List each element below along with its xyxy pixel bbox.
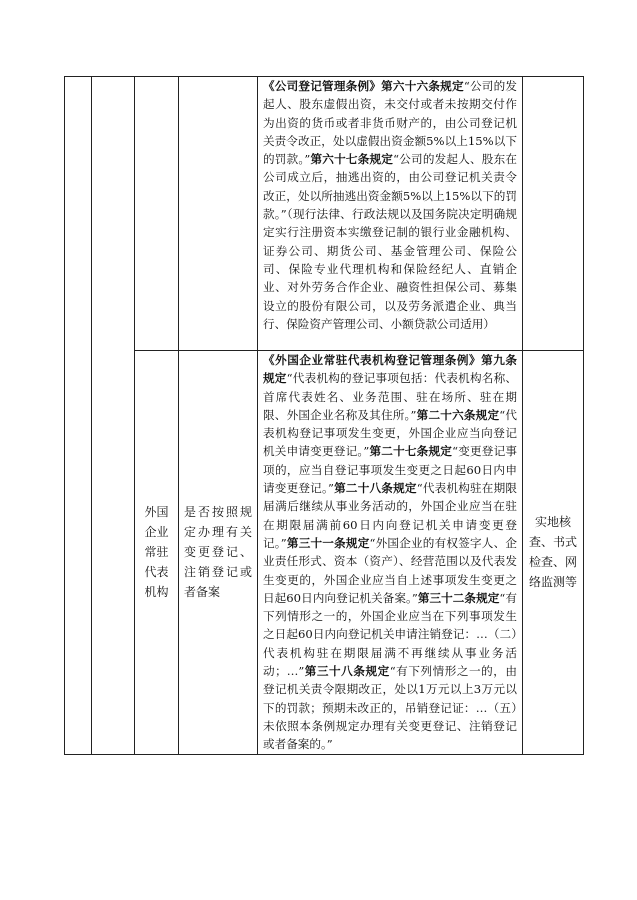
law-segment: “公司的发起人、股东虚假出资，未交付或者未按期交付作为出资的货币或者非货币财产的，由公司登记机关责令改正，处以虚假出资金额5%以上15%以下的罚款。”	[263, 79, 517, 167]
law-segment: “代表机构登记事项发生变更，外国企业应当向登记机关申请变更登记。”	[263, 407, 517, 459]
cell-empty-col6	[523, 77, 584, 351]
table-row	[65, 351, 584, 755]
law-segment: 第二十八条规定	[333, 481, 417, 496]
cell-empty-col3	[135, 77, 179, 351]
law-segment: “代表机构的登记事项包括：代表机构名称、首席代表姓名、业务范围、驻在场所、驻在期限、外国企业名称及其住所。”	[263, 371, 517, 422]
law-segment: 第三十二条规定	[417, 590, 500, 605]
law-segment: “有下列情形之一的，由登记机关责令限期改正，处以1万元以上3万元以下的罚款；预期未改正的，吊销登记证：…（五）未依照本条例规定办理有关变更登记、注销登记或者备案的。”	[263, 664, 517, 752]
inspection-table	[64, 76, 584, 755]
law-segment: 第三十八条规定	[304, 664, 390, 679]
law-segment: 《公司登记管理条例》第六十六条规定	[263, 79, 464, 93]
cell-empty-col4	[179, 77, 258, 351]
org-type-cell: 外国企业常驻代表机构	[135, 351, 179, 755]
law-segment: 第二十七条规定	[369, 444, 453, 459]
law-cell-company-registration	[258, 77, 523, 351]
cell-empty-col2	[92, 77, 135, 755]
law-segment: 《外国企业常驻代表机构登记管理条例》第九条规定	[263, 353, 517, 386]
law-segment: “外国企业的有权签字人、企业责任形式、资本（资产）、经营范围以及代表发生变更的，外国企业应当自上述事项发生变更之日起60日内向登记机关备案。”	[263, 535, 517, 605]
law-segment: 第三十一条规定	[286, 535, 370, 550]
law-segment: “变更登记事项的，应当自登记事项发生变更之日起60日内申请变更登记。”	[263, 444, 517, 496]
law-cell-foreign-rep-office	[258, 351, 523, 755]
table-row	[65, 77, 584, 351]
check-item-cell: 是否按照规定办理有关变更登记、注销登记或者备案	[179, 351, 258, 755]
law-segment: “代表机构驻在期限届满后继续从事业务活动的，外国企业应当在驻在期限届满前60日内向登记机关申请变更登记。”	[263, 481, 517, 550]
law-segment: 第二十六条规定	[416, 407, 500, 422]
law-segment: “公司的发起人、股东在公司成立后，抽逃出资的，由公司登记机关责令改正，处以所抽逃出资金额5%以上15%以下的罚款。”（现行法律、行政法规以及国务院决定明确规定实行注册资本实缴登记制的银行业金融机构、证券公司、期货公司、基金管理公司、保险公司、保险专业代理机构和保险经纪人、直销企业、对外劳务合作企业、融资性担保公司、募集设立的股份有限公司，以及劳务派遣企业、典当行、保险资产管理公司、小额贷款公司适用）	[263, 152, 517, 331]
law-segment: “有下列情形之一的，外国企业应当在下列事项发生之日起60日内向登记机关申请注销登记：…（二）代表机构驻在期限届满不再继续从事业务活动；…”	[263, 590, 517, 679]
cell-empty-col1	[65, 77, 92, 755]
check-method-cell: 实地核查、书式检查、网络监测等	[523, 351, 584, 755]
law-segment: 第六十七条规定	[310, 152, 394, 167]
